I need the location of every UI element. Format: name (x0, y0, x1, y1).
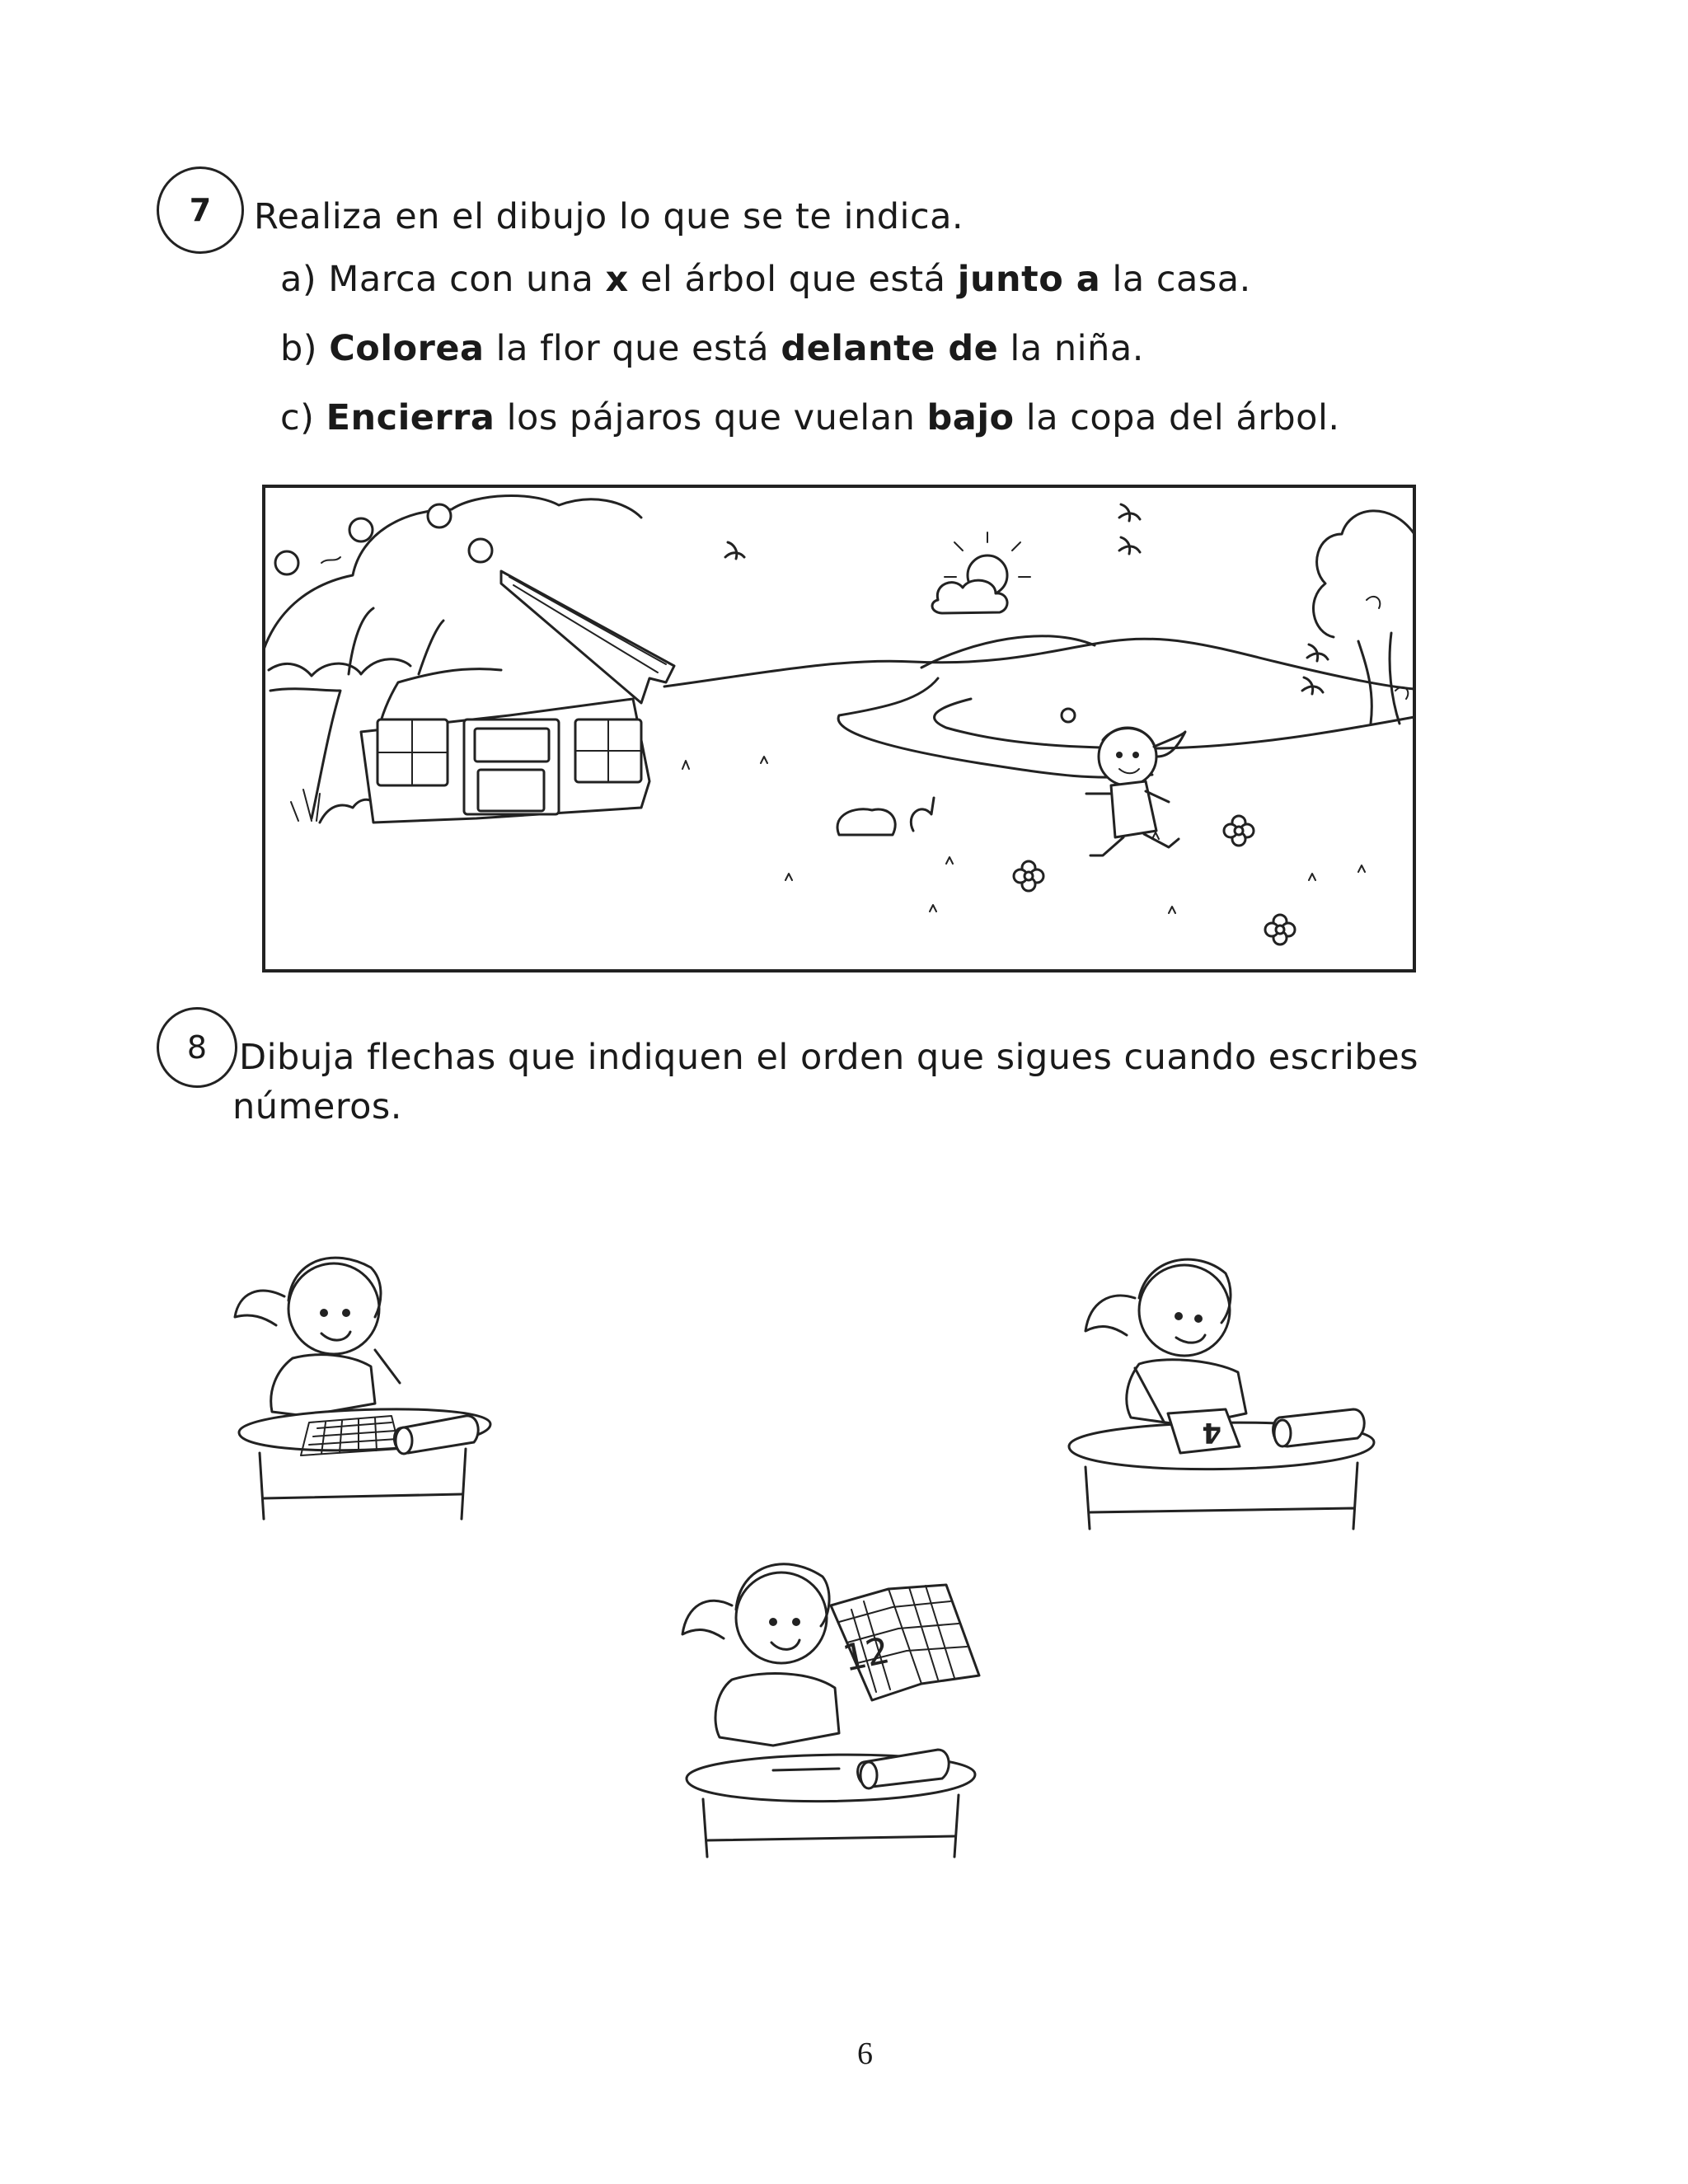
notebook-number-left: 12 (839, 1629, 893, 1680)
question-8-instruction-line1: Dibuja flechas que indiquen el orden que sigues cuando escribes (239, 1037, 1419, 1078)
scene-illustration (262, 485, 1416, 972)
question-8-instruction-line2: números. (232, 1086, 402, 1127)
girl-writing-right-illustration (1057, 1240, 1386, 1537)
question-7-item-c: c) Encierra los pájaros que vuelan bajo la copa del árbol. (280, 397, 1340, 438)
notebook-number-right: 4 (1202, 1416, 1221, 1449)
question-8-number-badge (157, 1007, 237, 1088)
question-7-number: 7 (189, 192, 212, 228)
question-7-item-a: a) Marca con una x el árbol que está junto a la casa. (280, 259, 1251, 300)
rock (837, 809, 895, 835)
question-7-number-badge (157, 166, 244, 254)
question-8-number: 8 (186, 1029, 208, 1066)
girl-writing-left-illustration (227, 1226, 507, 1527)
page-number: 6 (857, 2036, 873, 2071)
question-7-instruction: Realiza en el dibujo lo que se te indica. (254, 196, 964, 237)
question-7-item-b: b) Colorea la flor que está delante de la niña. (280, 328, 1144, 369)
girl-showing-notebook-illustration (674, 1531, 1004, 1861)
